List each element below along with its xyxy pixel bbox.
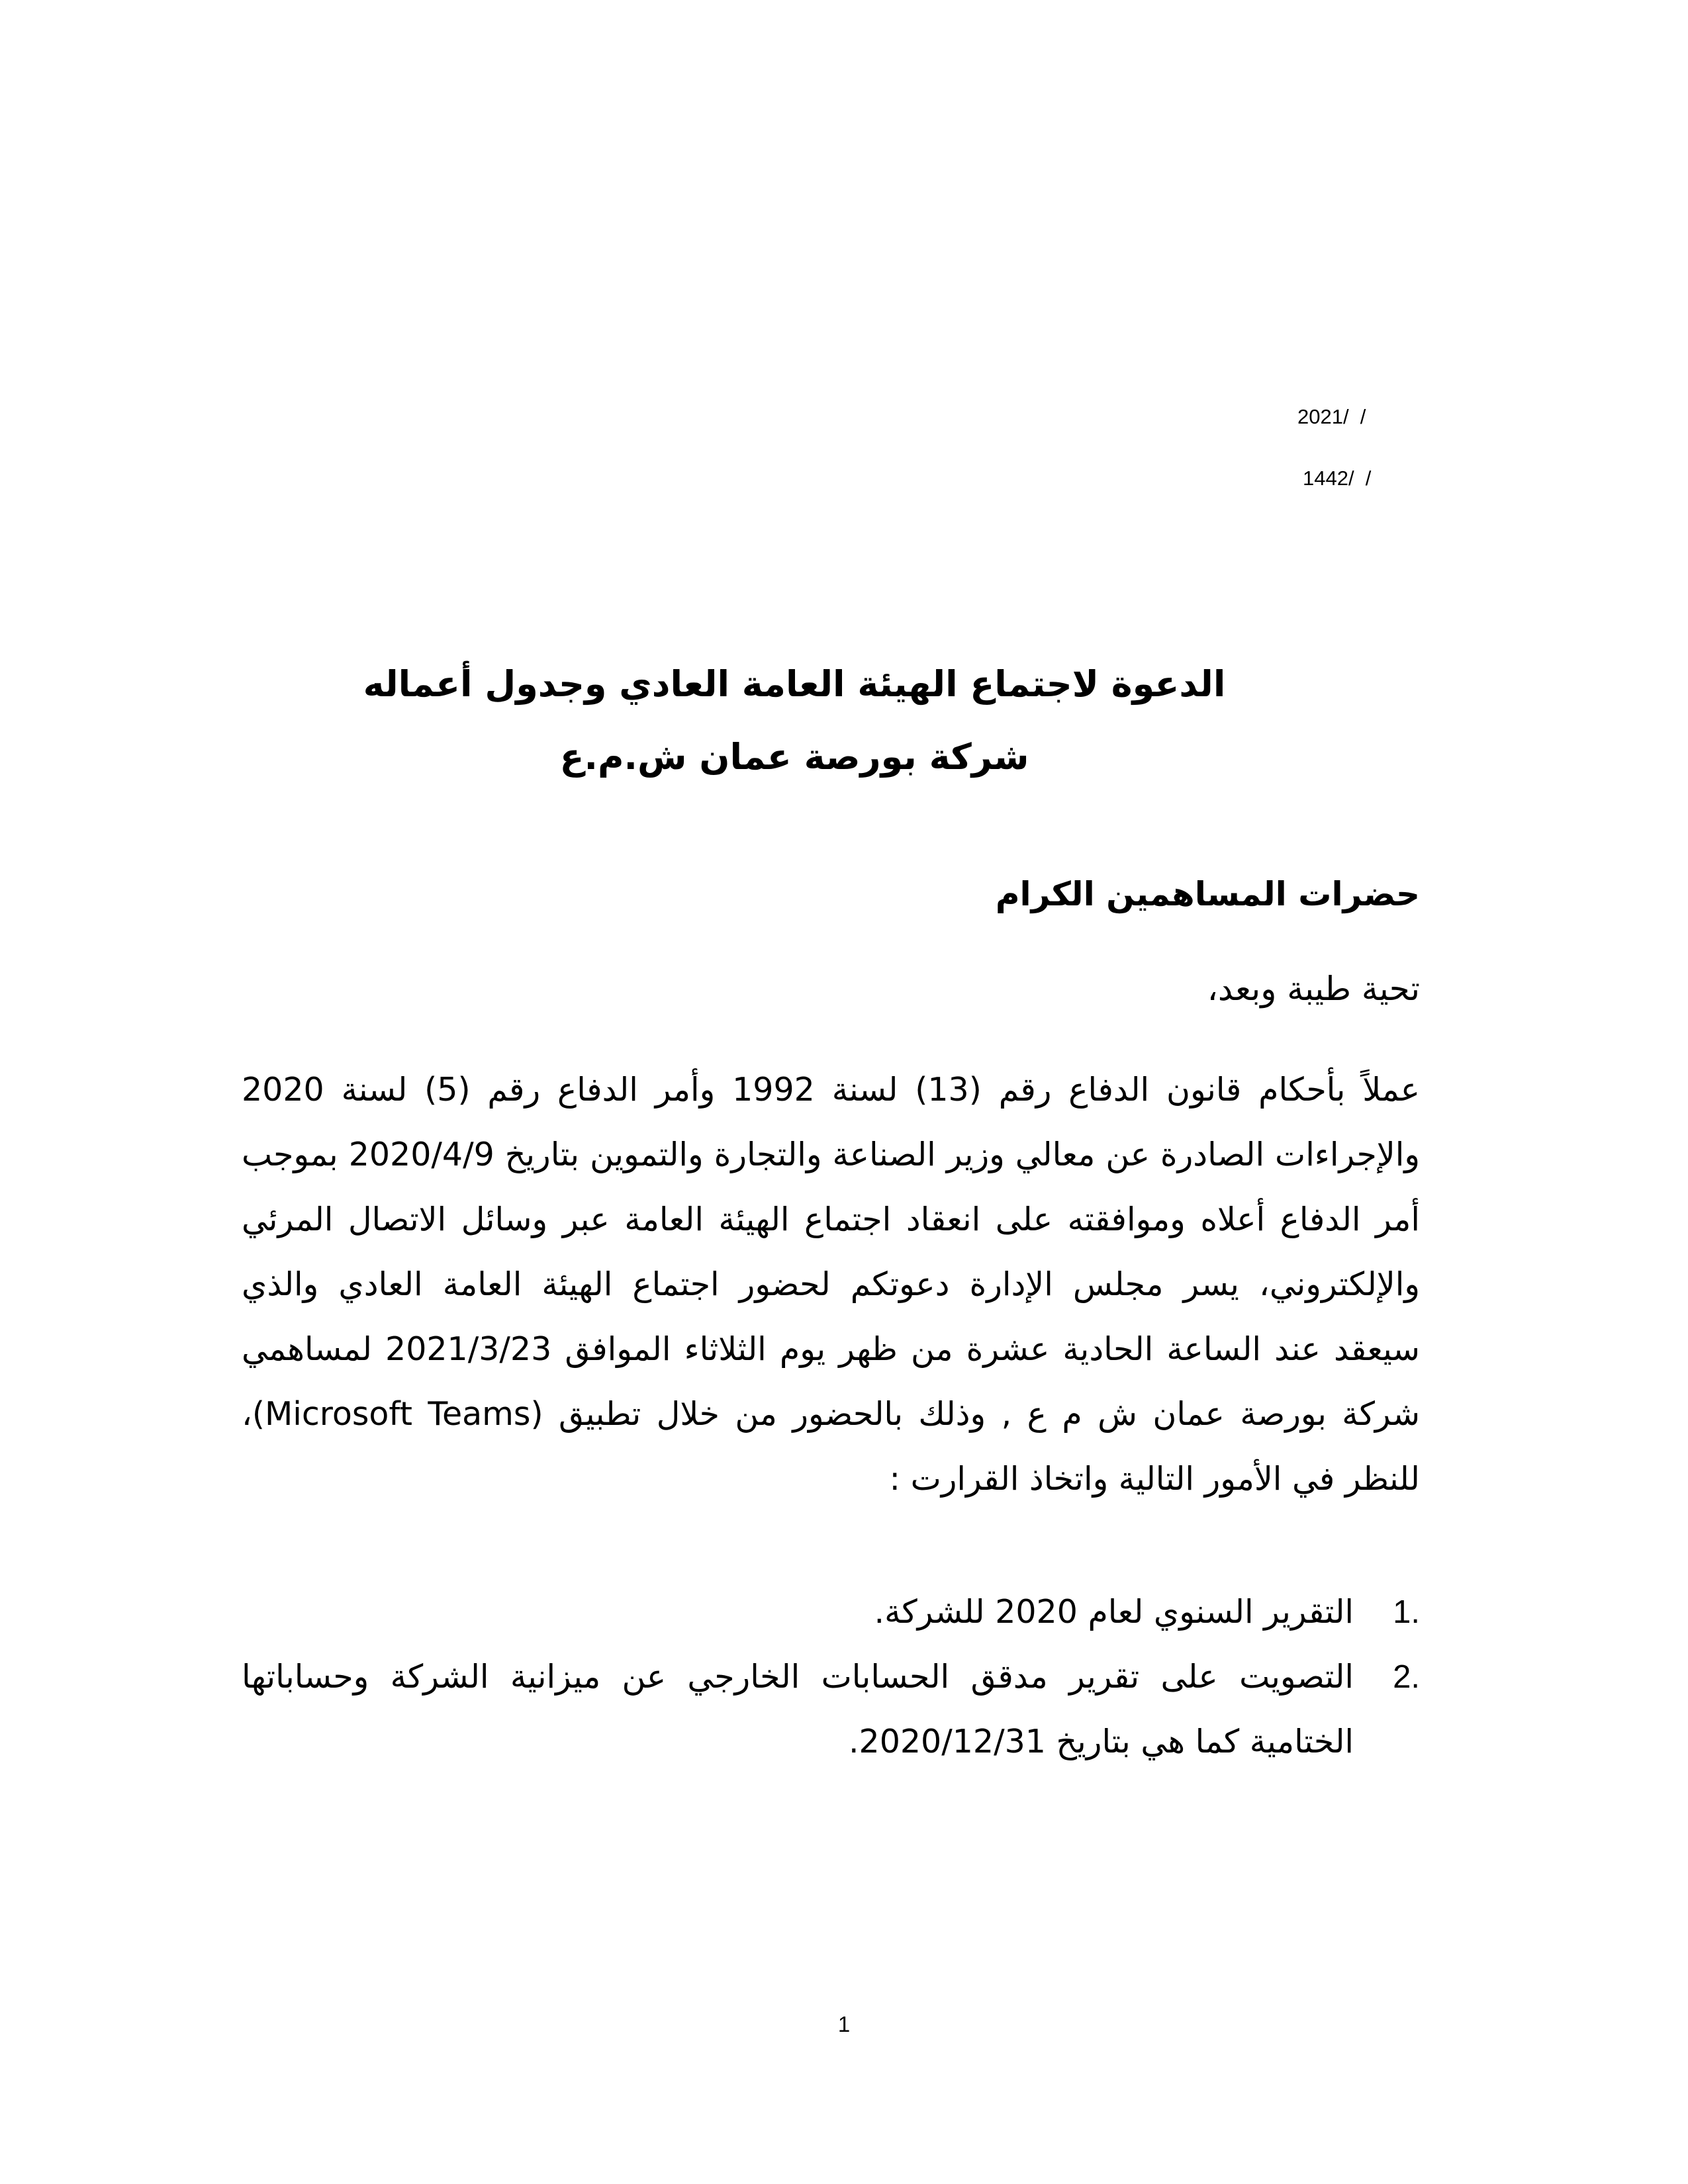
agenda-item xyxy=(242,1645,1420,1774)
body-paragraph: عملاً بأحكام قانون الدفاع رقم (13) لسنة 1992 وأمر الدفاع رقم (5) لسنة 2020 والإجراءات الصادرة عن معالي وزير الصناعة والتجارة والتموين بتاريخ 2020/4/9 بموجب أمر الدفاع أعلاه وموافقته على انعقاد اجتماع الهيئة العامة عبر وسائل الاتصال المرئي والإلكتروني، يسر مجلس الإدارة دعوتكم لحضور اجتماع الهيئة العامة العادي والذي سيعقد عند الساعة الحادية عشرة من ظهر يوم الثلاثاء الموافق 2021/3/23 لمساهمي شركة بورصة عمان ش م ع , وذلك بالحضور من خلال تطبيق (Microsoft Teams)، للنظر في الأمور التالية واتخاذ القرارت : xyxy=(242,1071,1421,1498)
greeting: تحية طيبة وبعد، xyxy=(1207,970,1420,1008)
gregorian-date: 2021/ / xyxy=(1297,405,1366,428)
agenda-item-text: التصويت على تقرير مدقق الحسابات الخارجي عن ميزانية الشركة وحساباتها الختامية كما هي بتاريخ 2020/12/31. xyxy=(242,1658,1354,1760)
salutation: حضرات المساهمين الكرام xyxy=(995,875,1420,913)
agenda-item-text: التقرير السنوي لعام 2020 للشركة. xyxy=(874,1593,1354,1631)
agenda-item-number: 1. xyxy=(1393,1594,1420,1630)
agenda-item xyxy=(242,1580,1420,1645)
company-name: شركة بورصة عمان ش.م.ع xyxy=(559,736,1029,778)
agenda-list xyxy=(242,1580,1420,1774)
document-title: الدعوة لاجتماع الهيئة العامة العادي وجدول أعماله xyxy=(363,663,1226,705)
page-number: 1 xyxy=(837,2012,851,2036)
hijri-date: 1442/ / xyxy=(1303,467,1372,490)
agenda-item-number: 2. xyxy=(1393,1659,1420,1695)
